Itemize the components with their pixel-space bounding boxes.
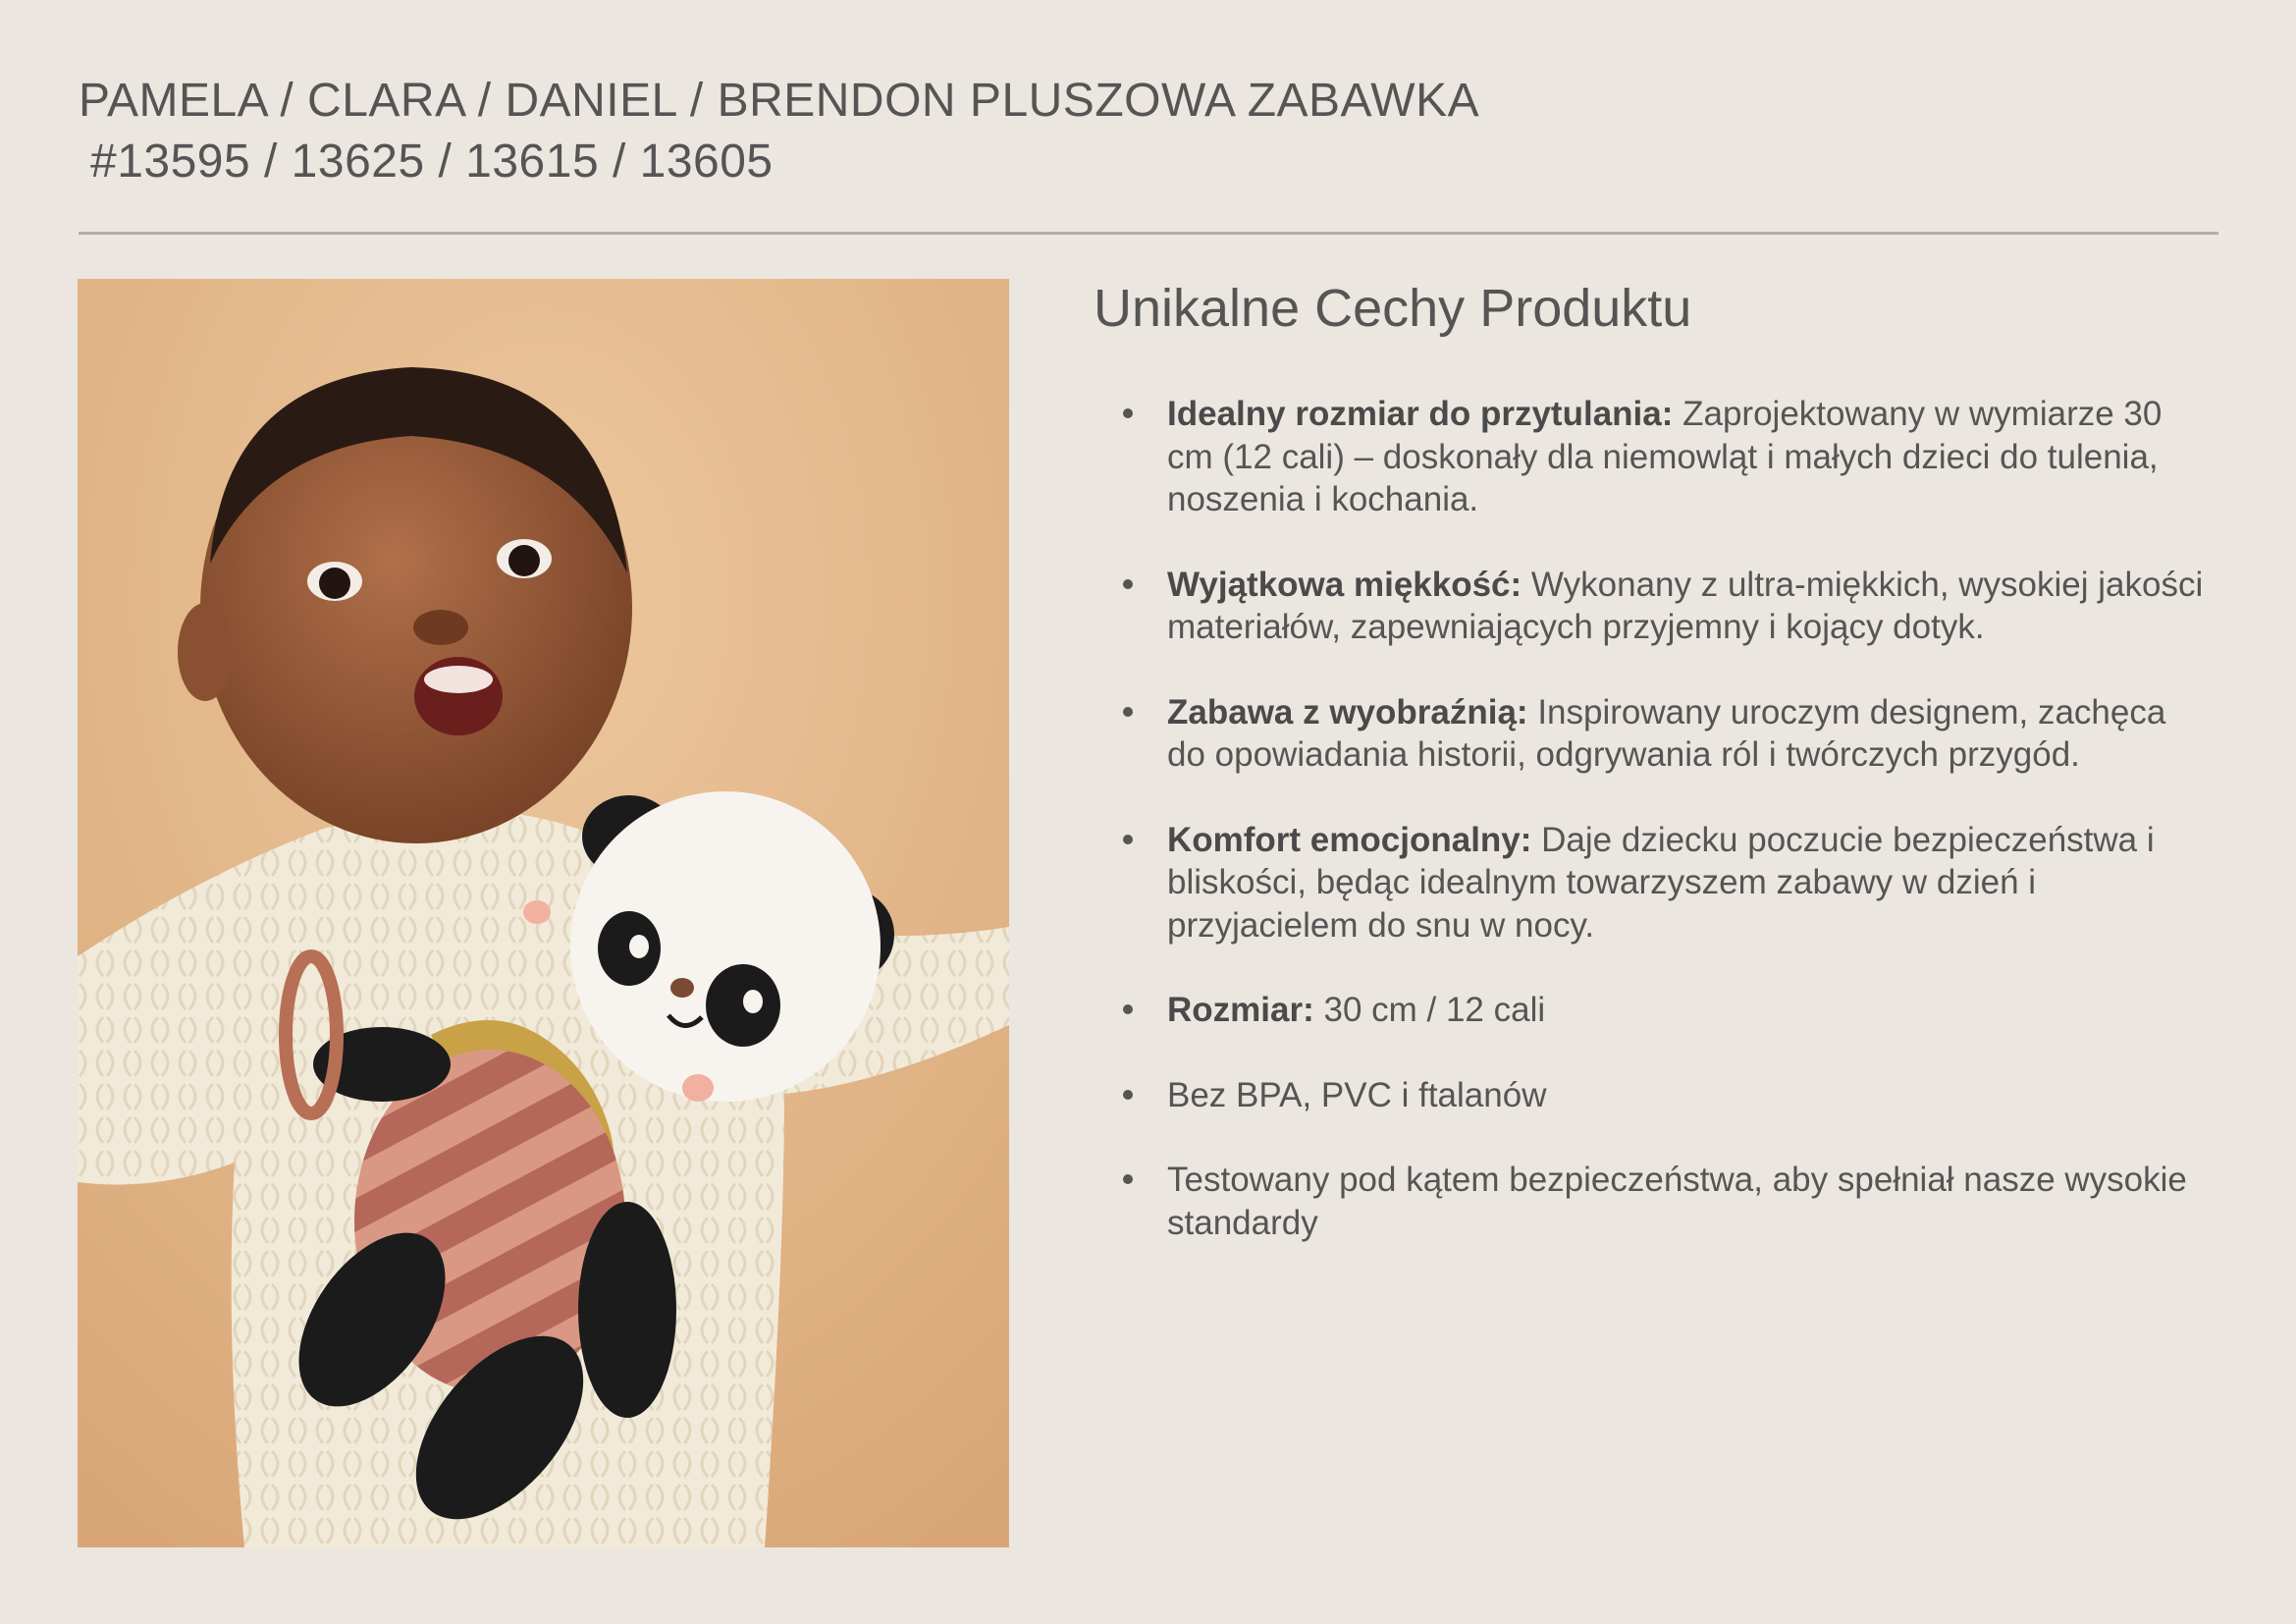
- feature-text: Daje dziecku poczucie bezpieczeństwa i bliskości, będąc idealnym towarzyszem zabawy w dzień i przyjacielem do snu w nocy.: [1167, 820, 2155, 945]
- feature-text: 30 cm / 12 cali: [1313, 991, 1546, 1029]
- feature-label: Rozmiar:: [1167, 991, 1314, 1029]
- feature-item: [1094, 1074, 2213, 1117]
- product-title: PAMELA / CLARA / DANIEL / BRENDON PLUSZOWA ZABAWKA: [79, 75, 1480, 127]
- features-list: [1094, 393, 2213, 1244]
- feature-label: Idealny rozmiar do przytulania:: [1167, 395, 1674, 433]
- header-divider: [79, 232, 2218, 235]
- features-section: [1094, 275, 2213, 1286]
- feature-text: Zaprojektowany w wymiarze 30 cm (12 cali) – doskonały dla niemowląt i małych dzieci do tulenia, noszenia i kochania.: [1167, 395, 2163, 518]
- feature-item: [1094, 393, 2213, 521]
- feature-item: [1094, 1159, 2213, 1244]
- feature-label: Wyjątkowa miękkość:: [1167, 565, 1522, 604]
- feature-label: Zabawa z wyobraźnią:: [1167, 692, 1528, 731]
- feature-item: [1094, 564, 2213, 649]
- feature-label: Komfort emocjonalny:: [1167, 820, 1532, 859]
- feature-text: Bez BPA, PVC i ftalanów: [1167, 1075, 1547, 1114]
- feature-text: Inspirowany uroczym designem, zachęca do opowiadania historii, odgrywania ról i twórczych przygód.: [1167, 692, 2166, 774]
- feature-item: [1094, 691, 2213, 777]
- features-heading: Unikalne Cechy Produktu: [1094, 279, 1692, 338]
- feature-item: [1094, 819, 2213, 947]
- feature-text: Wykonany z ultra-miękkich, wysokiej jakości materiałów, zapewniających przyjemny i kojący dotyk.: [1167, 565, 2204, 646]
- page-header: [79, 71, 2218, 192]
- feature-text: Testowany pod kątem bezpieczeństwa, aby spełniał nasze wysokie standardy: [1167, 1161, 2187, 1242]
- product-sku-numbers: #13595 / 13625 / 13615 / 13605: [90, 135, 774, 188]
- feature-item: [1094, 989, 2213, 1032]
- product-photo-baby-with-panda-plush: [78, 279, 1009, 1547]
